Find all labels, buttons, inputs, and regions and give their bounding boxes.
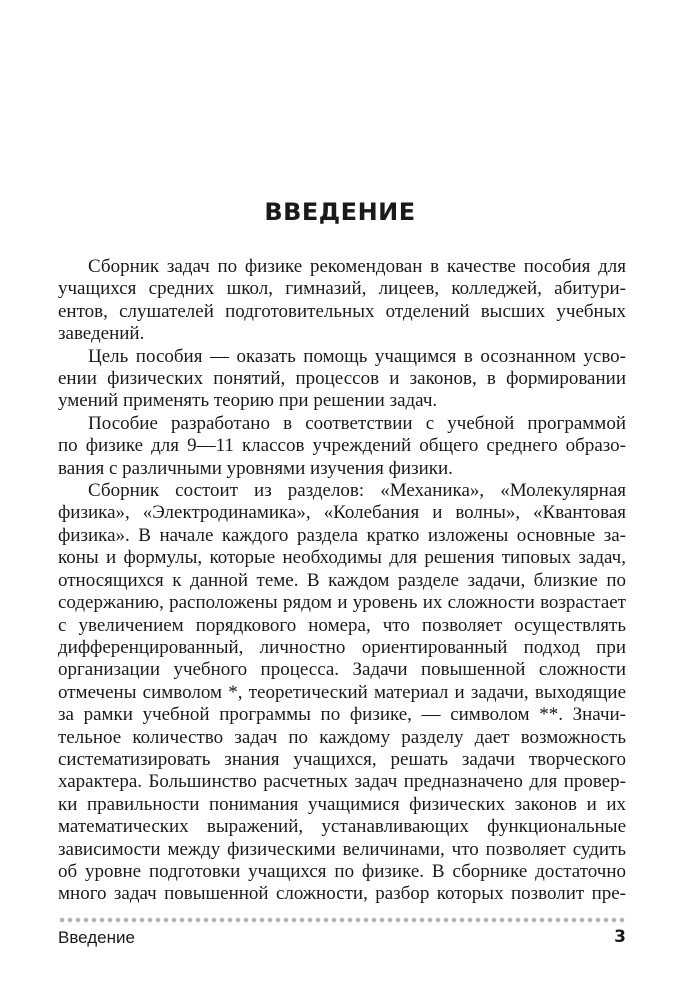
text-line: много задач повышенной сложности, разбор которых позволит пре-: [58, 883, 626, 905]
page-number: 3: [614, 927, 626, 947]
text-line: учащихся средних школ, гимназий, лицеев, колледжей, абитури-: [58, 278, 626, 300]
text-line: умений применять теорию при решении задач.: [58, 390, 438, 412]
text-line: заведений.: [58, 323, 145, 345]
text-line: ентов, слушателей подготовительных отделений высших учебных: [58, 300, 626, 322]
text-line: математических выражений, устанавливающих функциональные: [58, 816, 626, 838]
text-line: физика». В начале каждого раздела кратко изложены основные за-: [58, 524, 626, 546]
body-text: [58, 256, 626, 906]
text-line: организации учебного процесса. Задачи повышенной сложности: [58, 659, 626, 681]
text-line: коны и формулы, которые необходимы для решения типовых задач,: [58, 547, 626, 569]
text-line: зависимости между физическими величинами, что позволяет судить: [58, 838, 626, 860]
text-line: ки правильности понимания учащимися физических законов и их: [58, 793, 626, 815]
text-line: физика», «Электродинамика», «Колебания и волны», «Квантовая: [58, 502, 626, 524]
text-line: Сборник задач по физике рекомендован в качестве пособия для: [88, 256, 626, 277]
text-line: по физике для 9—11 классов учреждений общего среднего образо-: [58, 435, 626, 457]
text-line: с увеличением порядкового номера, что позволяет осуществлять: [58, 614, 626, 636]
page-title: ВВЕДЕНИЕ: [264, 198, 416, 226]
paragraph: [58, 256, 626, 346]
text-line: за рамки учебной программы по физике, — символом **. Значи-: [58, 704, 626, 726]
paragraph: [58, 480, 626, 906]
text-line: характера. Большинство расчетных задач предназначено для провер-: [58, 771, 626, 793]
text-line: систематизировать знания учащихся, решать задачи творческого: [58, 748, 626, 770]
text-line: отмечены символом *, теоретический материал и задачи, выходящие: [58, 681, 626, 703]
text-line: дифференцированный, личностно ориентированный подход при: [58, 636, 626, 658]
text-line: Пособие разработано в соответствии с учебной программой: [88, 412, 626, 434]
text-line: тельное количество задач по каждому разделу дает возможность: [58, 726, 626, 748]
text-line: вания с различными уровнями изучения физики.: [58, 457, 453, 479]
text-line: Сборник состоит из разделов: «Механика», «Молекулярная: [88, 480, 626, 502]
text-line: относящихся к данной теме. В каждом разделе задачи, близкие по: [58, 569, 626, 591]
text-line: об уровне подготовки учащихся по физике. В сборнике достаточно: [58, 860, 626, 882]
footer-section-title: Введение: [58, 928, 135, 947]
footer-divider: [58, 917, 626, 923]
text-line: содержанию, расположены рядом и уровень их сложности возрастает: [58, 592, 626, 614]
text-line: Цель пособия — оказать помощь учащимся в осознанном усво-: [88, 345, 626, 367]
text-line: ении физических понятий, процессов и законов, в формировании: [58, 368, 626, 390]
paragraph: [58, 413, 626, 480]
paragraph: [58, 346, 626, 413]
